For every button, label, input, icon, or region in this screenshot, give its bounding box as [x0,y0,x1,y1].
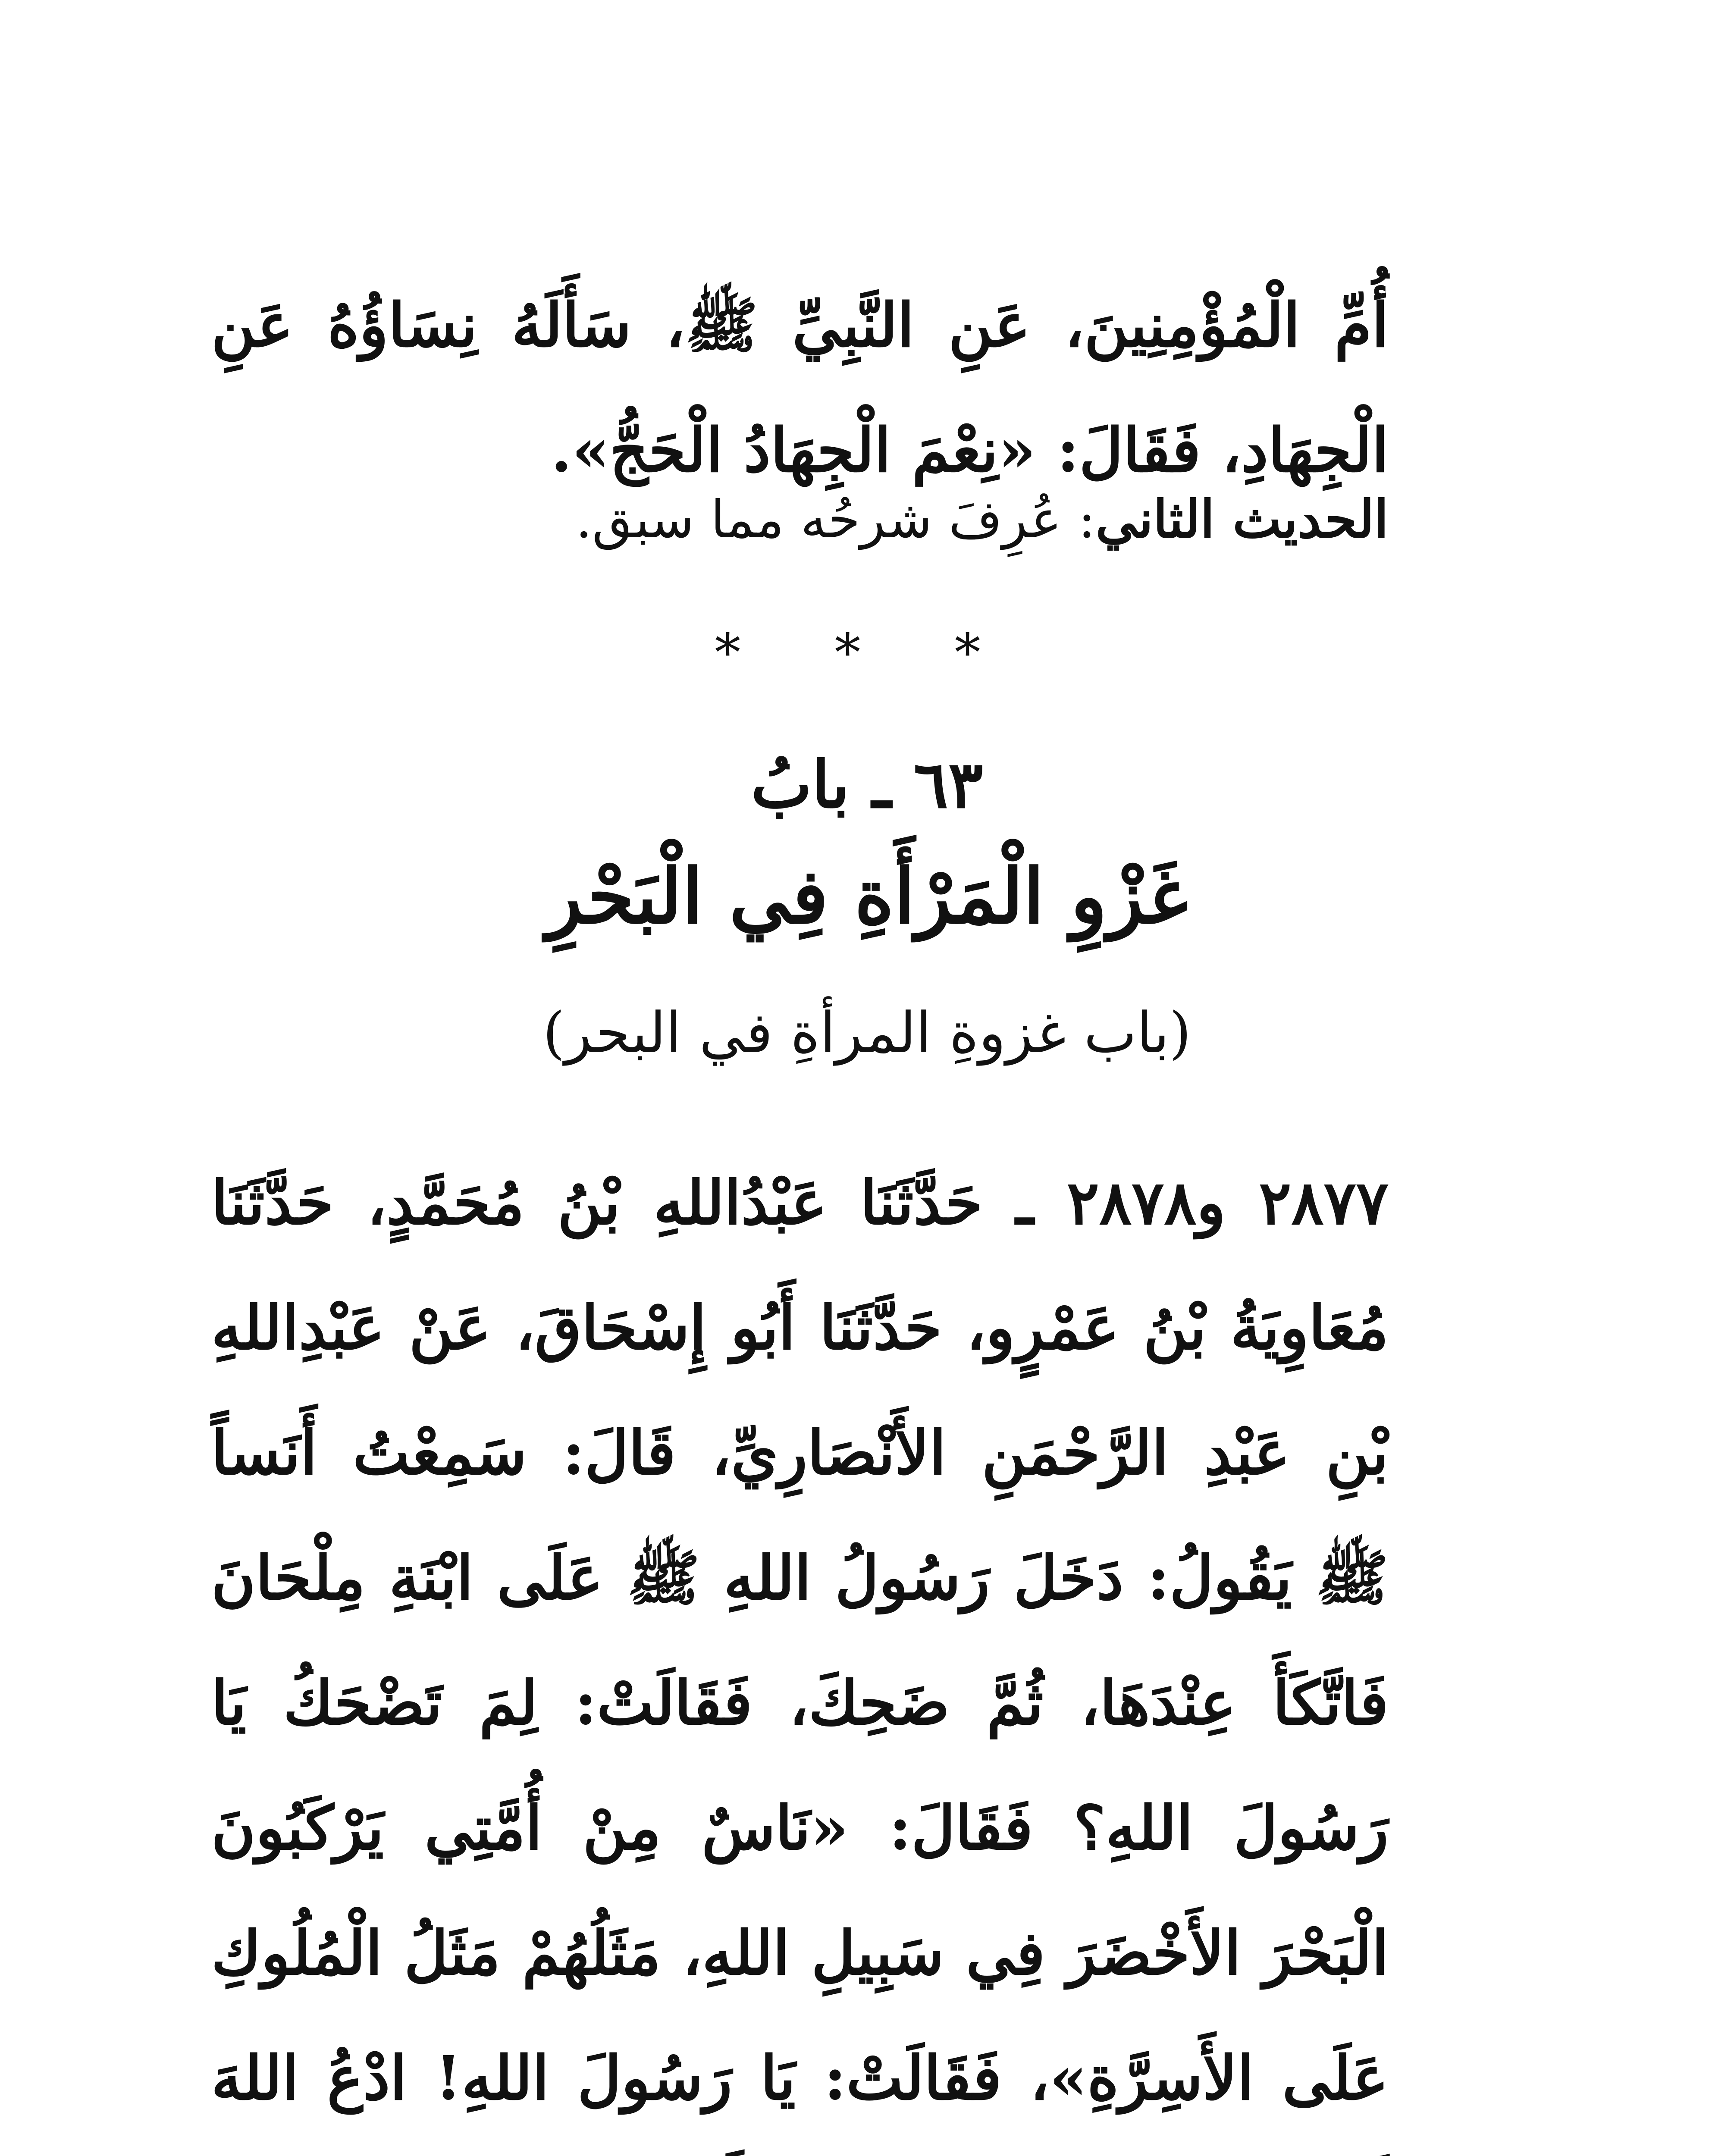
section-separator: * * * [715,623,1019,683]
commentary-text: : عُرِفَ شرحُه مما سبق. [575,490,1096,550]
chapter-heading: ٦٣ ـ بابُ [751,747,983,823]
chapter-subtitle: (باب غزوةِ المرأةِ في البحر) [542,1000,1192,1065]
chapter-title: غَزْوِ الْمَرْأَةِ فِي الْبَحْرِ [546,852,1188,941]
hadith-text: ٢٨٧٧ و٢٨٧٨ ـ حَدَّثَنَا عَبْدُاللهِ بْنُ مُحَمَّدٍ، حَدَّثَنَا مُعَاوِيَةُ بْنُ عَمْرٍو، حَدَّثَنَا أَبُو إِسْحَاقَ، عَنْ عَبْدِاللهِ بْنِ عَبْدِ الرَّحْمَنِ الأَنْصَارِيِّ، قَالَ: سَمِعْتُ أَنَساً ﷺ يَقُولُ: دَخَلَ رَسُولُ اللهِ ﷺ عَلَى ابْنَةِ مِلْحَانَ فَاتَّكَأَ عِنْدَهَا، ثُمَّ ضَحِكَ، فَقَالَتْ: لِمَ تَضْحَكُ يَا رَسُولَ اللهِ؟ فَقَالَ: «نَاسٌ مِنْ أُمَّتِي يَرْكَبُونَ الْبَحْرَ الأَخْضَرَ فِي سَبِيلِ اللهِ، مَثَلُهُمْ مَثَلُ الْمُلُوكِ عَلَى الأَسِرَّةِ»، فَقَالَتْ: يَا رَسُولَ اللهِ! ادْعُ اللهَ [211,1168,1389,2114]
commentary-lead: الحديث الثاني [1095,489,1389,550]
commentary-note [211,476,1389,563]
intro-paragraph: أُمِّ الْمُؤْمِنِينَ، عَنِ النَّبِيِّ ﷺ، سَأَلَهُ نِسَاؤُهُ عَنِ الْجِهَادِ، فَقَالَ: «نِعْمَ الْجِهَادُ الْحَجُّ». [211,290,1389,486]
